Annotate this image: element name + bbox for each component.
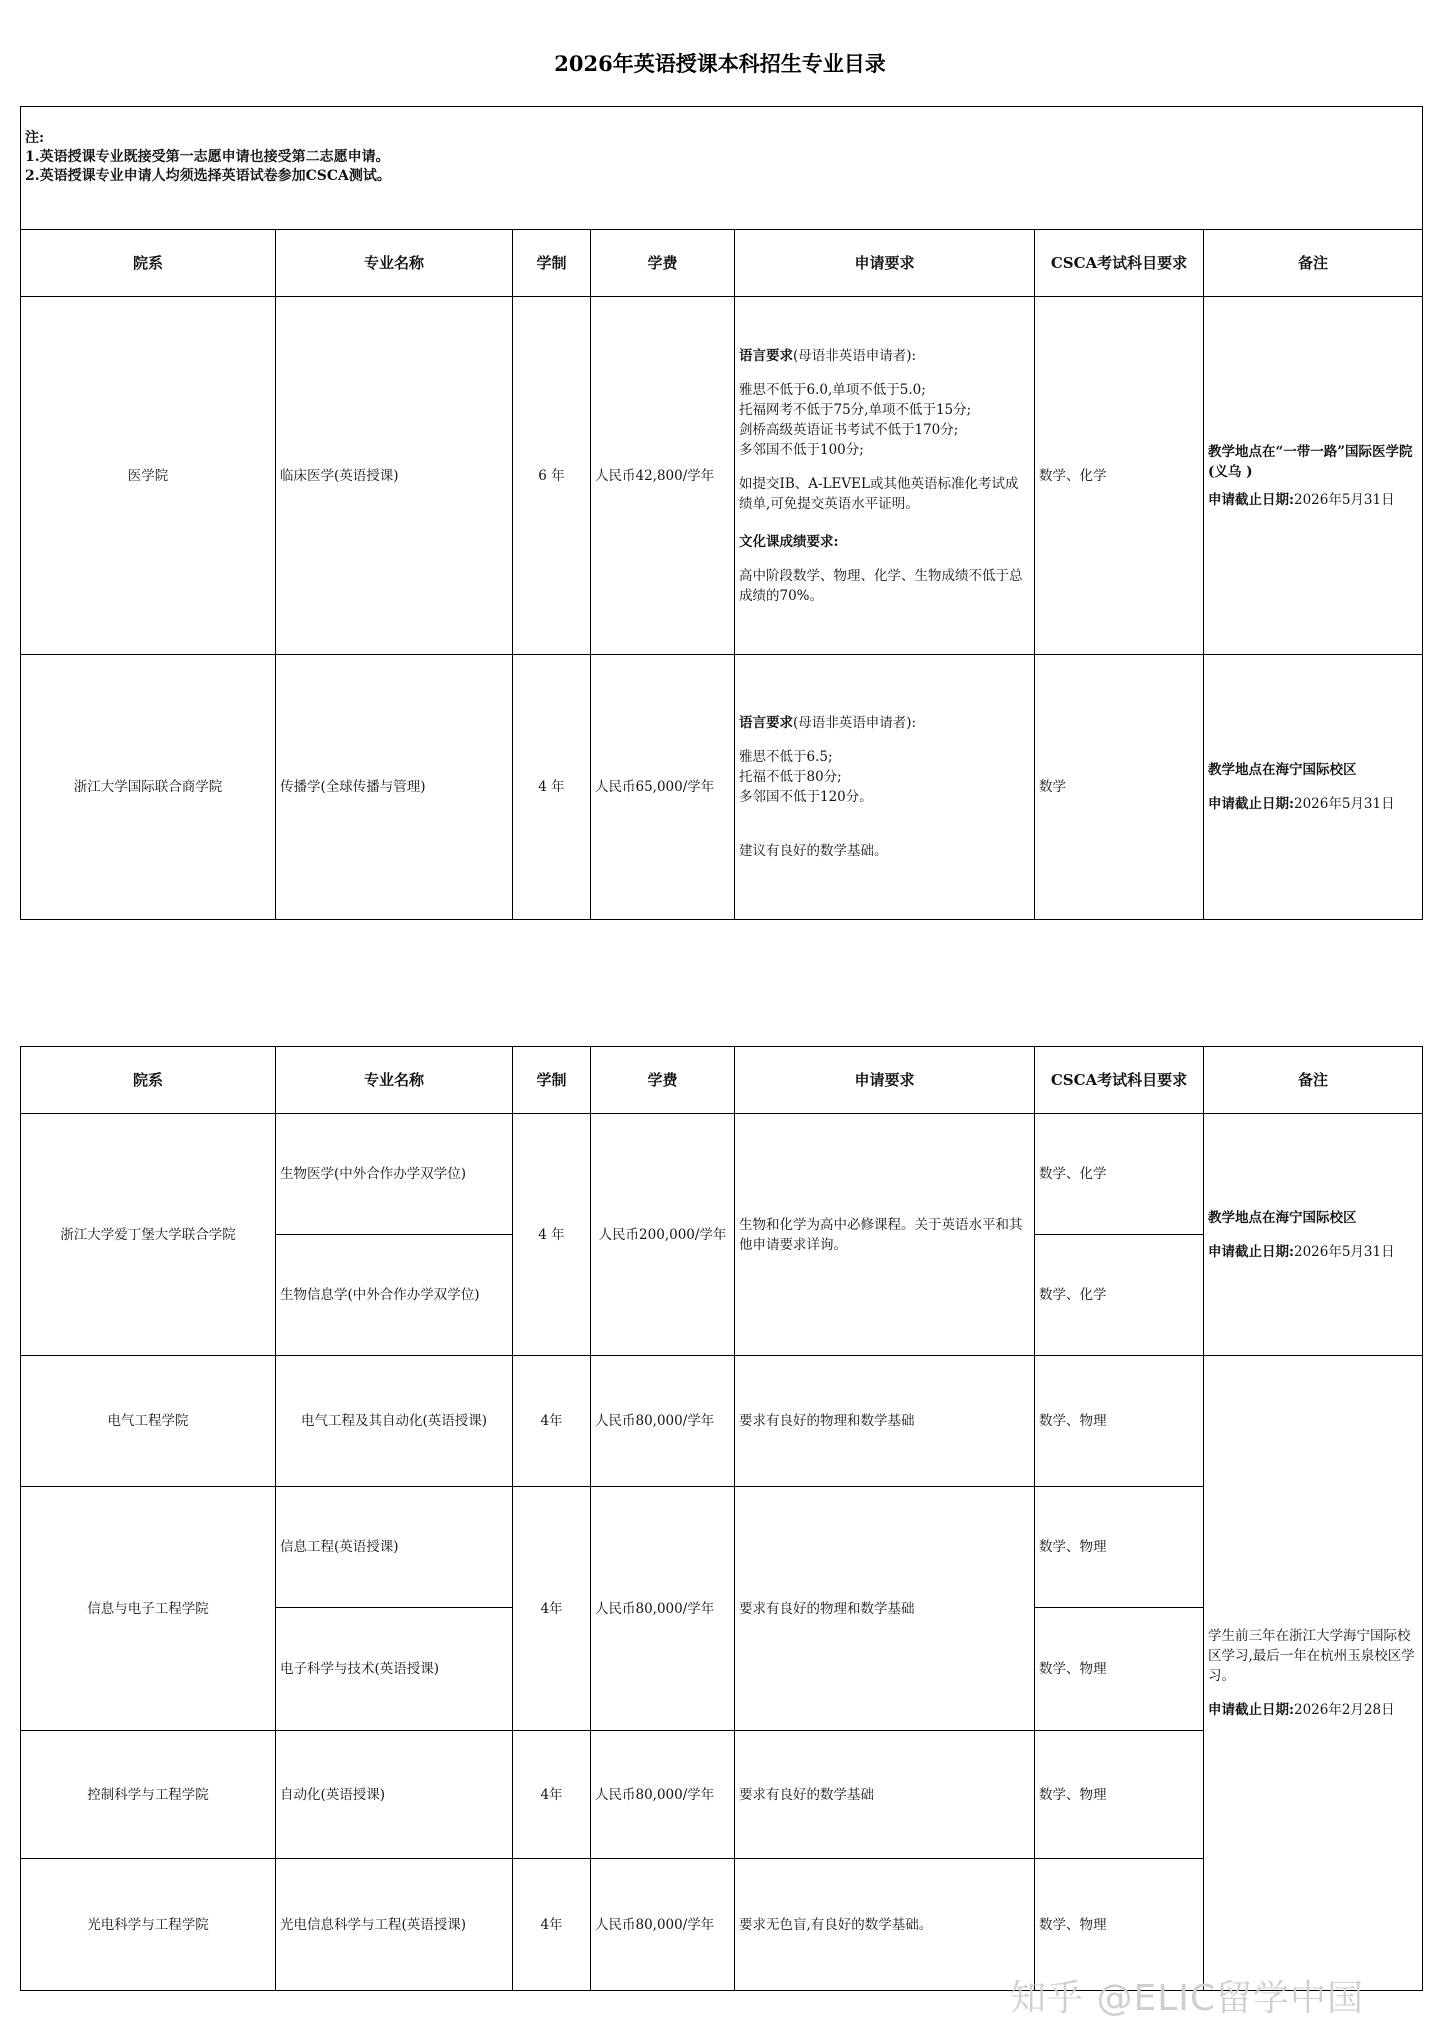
deadline-label: 申请截止日期: [1208,491,1294,508]
req-line: 多邻国不低于100分; [739,441,864,458]
header-csca: CSCA考试科目要求 [1035,230,1204,297]
remarks-cell [1204,655,1423,920]
req-line: 雅思不低于6.5; [739,749,833,765]
dept-cell: 医学院 [21,297,276,655]
header-dept: 院系 [21,1047,276,1114]
duration-cell: 6 年 [513,297,591,655]
csca-cell: 数学、物理 [1035,1487,1204,1608]
header-fee: 学费 [591,230,735,297]
csca-cell: 数学、化学 [1035,1114,1204,1235]
header-dept: 院系 [21,230,276,297]
header-remarks: 备注 [1204,230,1423,297]
csca-cell: 数学、物理 [1035,1859,1204,1991]
page-title: 2026年英语授课本科招生专业目录 [554,51,886,76]
deadline-value: 2026年2月28日 [1293,1702,1395,1718]
csca-cell: 数学、物理 [1035,1731,1204,1859]
note-item-1: 1.英语授课专业既接受第一志愿申请也接受第二志愿申请。 [25,149,390,165]
major-cell: 信息工程(英语授课) [276,1487,513,1608]
req-line: 托福不低于80分; [739,769,842,785]
req-line: 如提交IB、A-LEVEL或其他英语标准化考试成绩单,可免提交英语水平证明。 [739,475,1019,512]
table-row [21,297,1423,655]
duration-cell: 4 年 [513,1114,591,1356]
remark-location: 教学地点在海宁国际校区 [1208,1209,1357,1226]
major-cell: 传播学(全球传播与管理) [276,655,513,920]
header-major: 专业名称 [276,230,513,297]
requirements-cell: 要求有良好的物理和数学基础 [735,1356,1035,1487]
fee-cell: 人民币80,000/学年 [591,1487,735,1731]
req-line: 高中阶段数学、物理、化学、生物成绩不低于总成绩的70%。 [739,567,1023,604]
major-cell: 生物信息学(中外合作办学双学位) [276,1235,513,1356]
duration-cell: 4年 [513,1859,591,1991]
dept-cell: 控制科学与工程学院 [21,1731,276,1859]
deadline-label: 申请截止日期: [1208,1243,1294,1260]
req-heading-suffix: (母语非英语申请者): [793,347,917,364]
fee-cell: 人民币80,000/学年 [591,1356,735,1487]
major-cell: 生物医学(中外合作办学双学位) [276,1114,513,1235]
req-line: 雅思不低于6.0,单项不低于5.0; [739,381,926,398]
dept-cell: 浙江大学爱丁堡大学联合学院 [21,1114,276,1356]
remarks-cell [1204,1356,1423,1991]
notes-row [21,107,1423,230]
csca-cell: 数学、物理 [1035,1356,1204,1487]
requirements-cell [735,297,1035,655]
table-row [21,1114,1423,1235]
requirements-cell: 要求无色盲,有良好的数学基础。 [735,1859,1035,1991]
deadline-value: 2026年5月31日 [1293,491,1395,508]
duration-cell: 4年 [513,1731,591,1859]
deadline-value: 2026年5月31日 [1293,796,1395,812]
remark-campus: 学生前三年在浙江大学海宁国际校区学习,最后一年在杭州玉泉校区学习。 [1208,1628,1415,1684]
catalog-table-1 [20,106,1423,920]
watermark: 知乎 @ELIC留学中国 [1010,1978,1365,2019]
requirements-cell: 要求有良好的物理和数学基础 [735,1487,1035,1731]
req-line: 多邻国不低于120分。 [739,789,873,805]
major-cell: 临床医学(英语授课) [276,297,513,655]
header-row [21,1047,1423,1114]
remarks-cell [1204,297,1423,655]
table-row [21,1356,1423,1487]
header-major: 专业名称 [276,1047,513,1114]
dept-cell: 浙江大学国际联合商学院 [21,655,276,920]
remark-location: 教学地点在“一带一路”国际医学院(义乌 ) [1208,443,1413,480]
remarks-cell [1204,1114,1423,1356]
dept-cell: 信息与电子工程学院 [21,1487,276,1731]
header-duration: 学制 [513,230,591,297]
dept-cell: 光电科学与工程学院 [21,1859,276,1991]
catalog-table-2 [20,1046,1423,1991]
fee-cell: 人民币42,800/学年 [591,297,735,655]
major-cell: 电子科学与技术(英语授课) [276,1608,513,1731]
req-heading: 语言要求 [739,715,793,731]
fee-cell: 人民币200,000/学年 [591,1114,735,1356]
header-fee: 学费 [591,1047,735,1114]
header-duration: 学制 [513,1047,591,1114]
header-remarks: 备注 [1204,1047,1423,1114]
dept-cell: 电气工程学院 [21,1356,276,1487]
header-requirements: 申请要求 [735,1047,1035,1114]
fee-cell: 人民币80,000/学年 [591,1859,735,1991]
duration-cell: 4年 [513,1487,591,1731]
header-csca: CSCA考试科目要求 [1035,1047,1204,1114]
csca-cell: 数学、化学 [1035,1235,1204,1356]
duration-cell: 4年 [513,1356,591,1487]
req-line: 剑桥高级英语证书考试不低于170分; [739,421,959,438]
deadline-label: 申请截止日期: [1208,1702,1294,1718]
deadline-label: 申请截止日期: [1208,796,1294,812]
table-row [21,655,1423,920]
major-cell: 光电信息科学与工程(英语授课) [276,1859,513,1991]
duration-cell: 4 年 [513,655,591,920]
requirements-cell: 生物和化学为高中必修课程。关于英语水平和其他申请要求详询。 [735,1114,1035,1356]
req-line: 建议有良好的数学基础。 [739,843,888,859]
requirements-cell: 要求有良好的数学基础 [735,1731,1035,1859]
fee-cell: 人民币80,000/学年 [591,1731,735,1859]
fee-cell: 人民币65,000/学年 [591,655,735,920]
major-cell: 自动化(英语授课) [276,1731,513,1859]
req-heading-suffix: (母语非英语申请者): [793,715,917,731]
notes-cell [21,107,1423,230]
note-item-2: 2.英语授课专业申请人均须选择英语试卷参加CSCA测试。 [25,168,391,184]
csca-cell: 数学 [1035,655,1204,920]
req-line: 托福网考不低于75分,单项不低于15分; [739,401,972,418]
deadline-value: 2026年5月31日 [1293,1243,1395,1260]
header-row [21,230,1423,297]
header-requirements: 申请要求 [735,230,1035,297]
req-heading: 文化课成绩要求: [739,533,839,550]
req-heading: 语言要求 [739,347,793,364]
csca-cell: 数学、化学 [1035,297,1204,655]
csca-cell: 数学、物理 [1035,1608,1204,1731]
major-cell: 电气工程及其自动化(英语授课) [276,1356,513,1487]
remark-location: 教学地点在海宁国际校区 [1208,762,1357,778]
requirements-cell [735,655,1035,920]
notes-label: 注: [25,130,45,146]
